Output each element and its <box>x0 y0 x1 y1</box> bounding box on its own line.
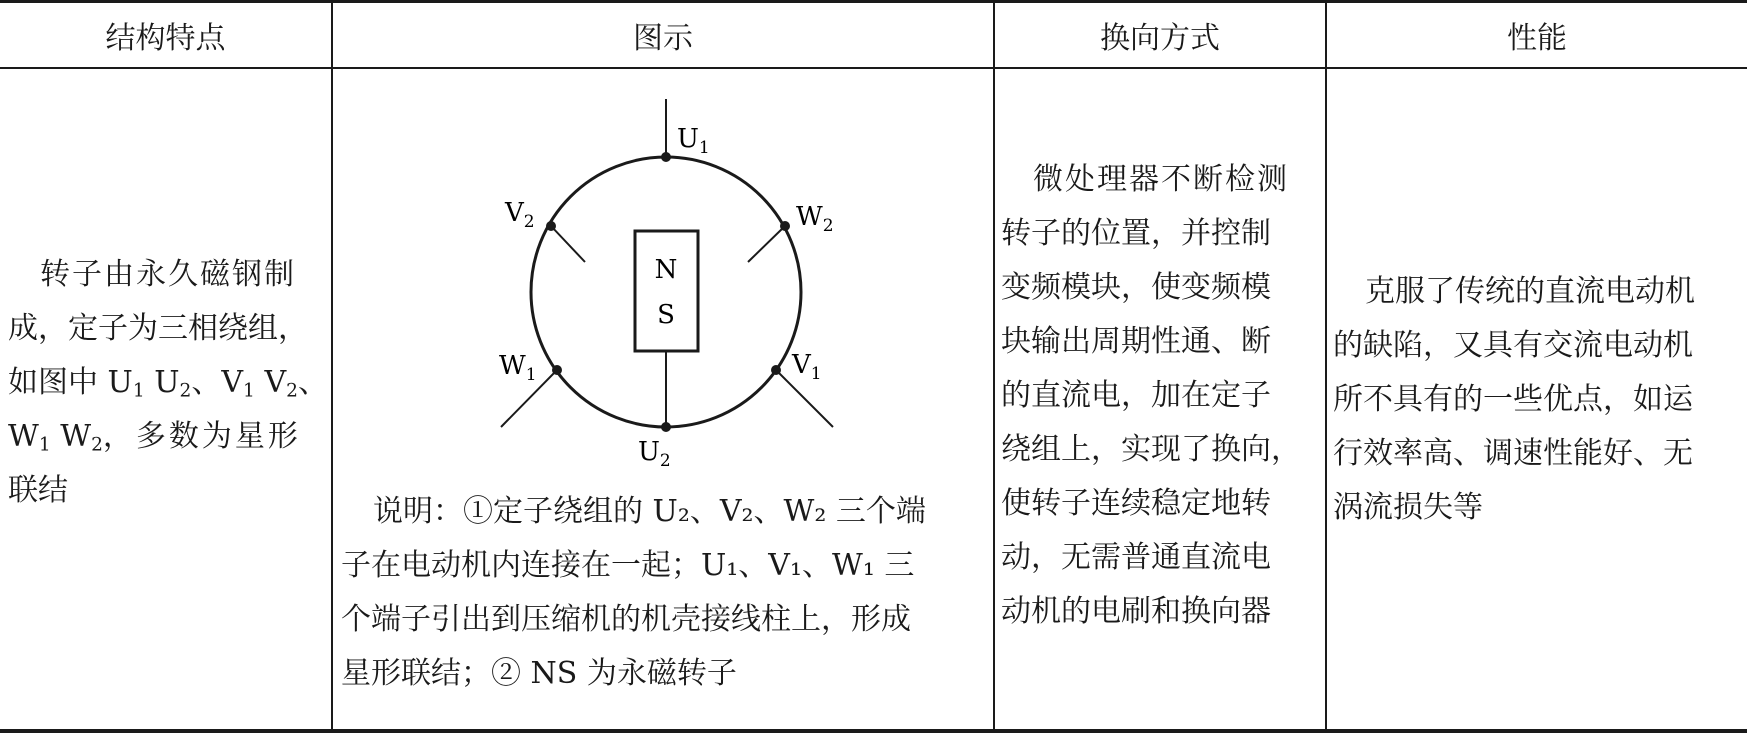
commutation-cell <box>1001 153 1321 639</box>
magnet-s-label: S <box>657 300 675 330</box>
symbol-sub: 1 <box>38 434 51 456</box>
lead-v2 <box>551 226 585 262</box>
magnet-n-label: N <box>654 255 678 285</box>
structure-line-5: 联结 <box>8 473 68 508</box>
performance-line-2: 的缺陷，又具有交流电动机 <box>1333 328 1693 363</box>
note-line-4: 星形联结；② NS 为永磁转子 <box>341 656 737 691</box>
separator: 、 <box>191 365 222 400</box>
commutation-line-9: 动机的电刷和换向器 <box>1001 594 1271 629</box>
symbol-v: V <box>264 365 287 400</box>
symbol-w: W <box>60 419 92 454</box>
performance-cell <box>1333 265 1741 535</box>
header-structure: 结构特点 <box>105 20 226 56</box>
label-w1: $W_1$ <box>499 351 537 385</box>
symbol-sub: 2 <box>286 380 298 402</box>
column-divider-3 <box>1325 0 1327 731</box>
header-commutation: 换向方式 <box>1100 20 1220 56</box>
symbol-u: U <box>154 365 180 400</box>
terminal-u1 <box>661 152 671 162</box>
table-bottom-border <box>0 729 1747 733</box>
column-divider-2 <box>993 0 995 731</box>
terminal-u2 <box>661 422 671 432</box>
performance-line-4: 行效率高、调速性能好、无 <box>1333 436 1693 471</box>
permanent-magnet-rotor <box>635 231 698 351</box>
header-diagram: 图示 <box>633 20 693 56</box>
note-line-1: 说明：①定子绕组的 U₂、V₂、W₂ 三个端 <box>373 494 926 529</box>
symbol-w: W <box>8 419 39 454</box>
performance-line-3: 所不具有的一些优点，如运 <box>1333 382 1693 417</box>
symbol-sub: 1 <box>243 380 255 402</box>
commutation-line-5: 的直流电，加在定子 <box>1001 378 1271 413</box>
structure-line-4-rest: ，多数为星形 <box>102 419 301 454</box>
label-v2: $V_2$ <box>505 198 535 232</box>
symbol-u: U <box>107 365 133 400</box>
motor-wiring-diagram <box>333 69 993 479</box>
symbol-sub: 1 <box>132 380 145 402</box>
terminal-v1 <box>771 365 781 375</box>
terminal-w2 <box>780 221 790 231</box>
label-u1: $U_1$ <box>677 124 710 158</box>
label-u2: $U_2$ <box>638 437 671 471</box>
label-v1: $V_1$ <box>792 350 822 384</box>
separator: 、 <box>297 365 328 400</box>
commutation-line-2: 转子的位置，并控制 <box>1001 216 1271 251</box>
terminal-w1 <box>552 365 562 375</box>
structure-line-4 <box>8 410 326 464</box>
note-line-3: 个端子引出到压缩机的机壳接线柱上，形成 <box>341 602 911 637</box>
structure-line-1: 转子由永久磁钢制 <box>40 257 296 292</box>
commutation-line-8: 动，无需普通直流电 <box>1001 540 1271 575</box>
structure-line-3 <box>8 356 326 410</box>
label-w2: $W_2$ <box>796 202 834 236</box>
terminal-v2 <box>546 221 556 231</box>
commutation-line-3: 变频模块，使变频模 <box>1001 270 1271 305</box>
commutation-line-6: 绕组上，实现了换向， <box>1001 432 1301 467</box>
structure-cell <box>8 248 326 518</box>
structure-line-2: 成，定子为三相绕组， <box>8 311 308 346</box>
structure-line-3-prefix: 如图中 <box>8 365 108 400</box>
commutation-line-4: 块输出周期性通、断 <box>1001 324 1271 359</box>
performance-line-5: 涡流损失等 <box>1333 490 1483 525</box>
header-performance: 性能 <box>1507 20 1567 56</box>
performance-line-1: 克服了传统的直流电动机 <box>1365 274 1695 309</box>
commutation-line-7: 使转子连续稳定地转 <box>1001 486 1271 521</box>
note-line-2: 子在电动机内连接在一起；U₁、V₁、W₁ 三 <box>341 548 915 583</box>
symbol-v: V <box>221 365 244 400</box>
symbol-sub: 2 <box>91 434 103 456</box>
diagram-note <box>341 485 985 701</box>
symbol-sub: 2 <box>179 380 192 402</box>
commutation-line-1: 微处理器不断检测 <box>1033 162 1289 197</box>
lead-w2 <box>748 226 785 262</box>
